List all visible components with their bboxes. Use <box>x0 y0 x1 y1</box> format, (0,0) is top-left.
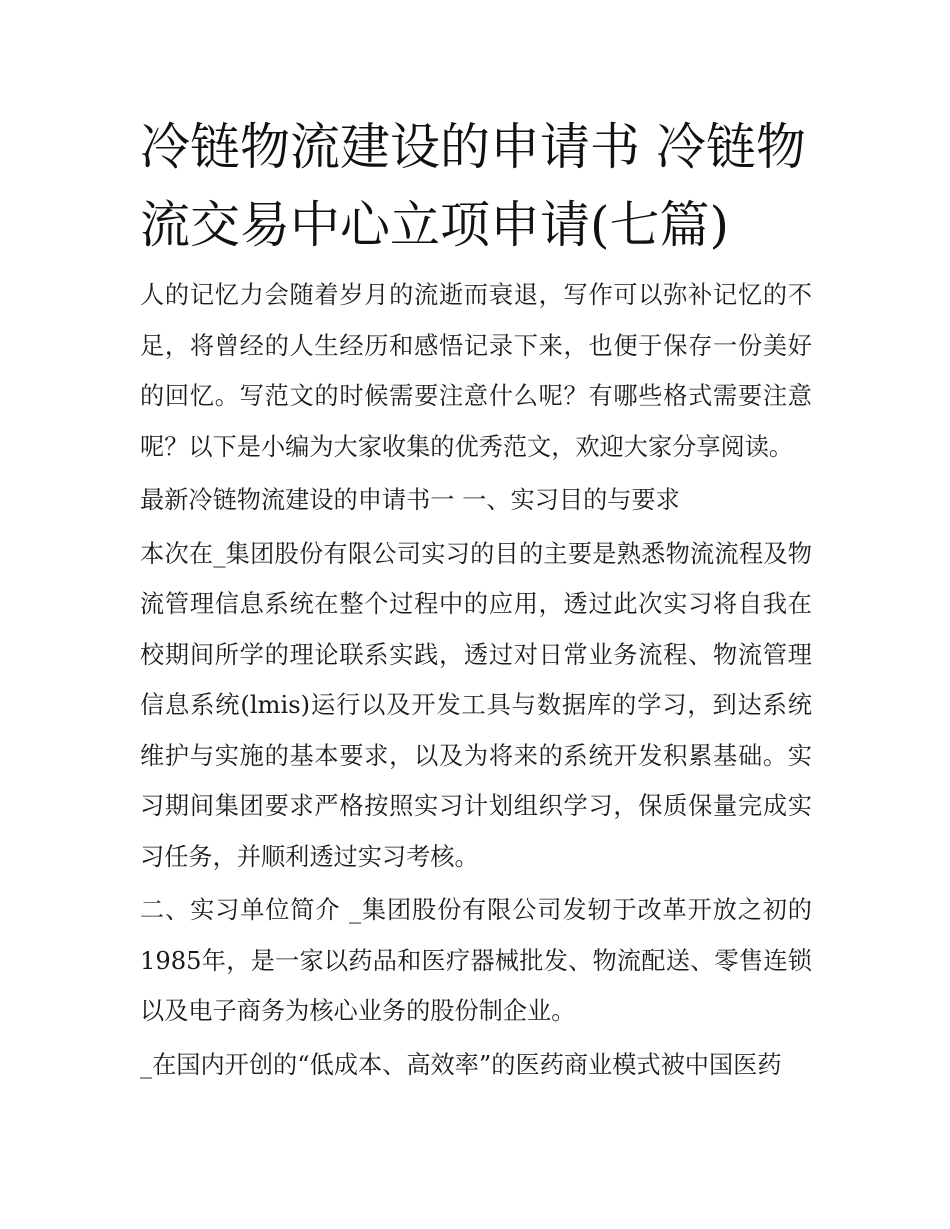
paragraph-business-model: _在国内开创的“低成本、高效率”的医药商业模式被中国医药 <box>140 1050 782 1079</box>
paragraph-intro: 人的记忆力会随着岁月的流逝而衰退，写作可以弥补记忆的不足，将曾经的人生经历和感悟记录下来，也便于保存一份美好的回忆。写范文的时候需要注意什么呢？有哪些格式需要注意呢？以下是小编为大家收集的优秀范文，欢迎大家分享阅读。 <box>140 281 812 461</box>
document-body <box>140 270 820 1090</box>
paragraph-section-heading: 最新冷链物流建设的申请书一 一、实习目的与要求 <box>140 486 680 514</box>
paragraph-internship-purpose: 本次在_集团股份有限公司实习的目的主要是熟悉物流流程及物流管理信息系统在整个过程中的应用，透过此次实习将自我在校期间所学的理论联系实践，透过对日常业务流程、物流管理信息系统(lmis)运行以及开发工具与数据库的学习，到达系统维护与实施的基本要求，以及为将来的系统开发积累基础。实习期间集团要求严格按照实习计划组织学习，保质保量完成实习任务，并顺利透过实习考核。 <box>140 539 812 871</box>
document-page <box>140 108 820 1090</box>
document-title: 冷链物流建设的申请书 冷链物流交易中心立项申请(七篇) <box>140 118 806 254</box>
paragraph-company-intro: 二、实习单位简介 _集团股份有限公司发轫于改革开放之初的1985年，是一家以药品和医疗器械批发、物流配送、零售连锁以及电子商务为核心业务的股份制企业。 <box>140 896 812 1025</box>
